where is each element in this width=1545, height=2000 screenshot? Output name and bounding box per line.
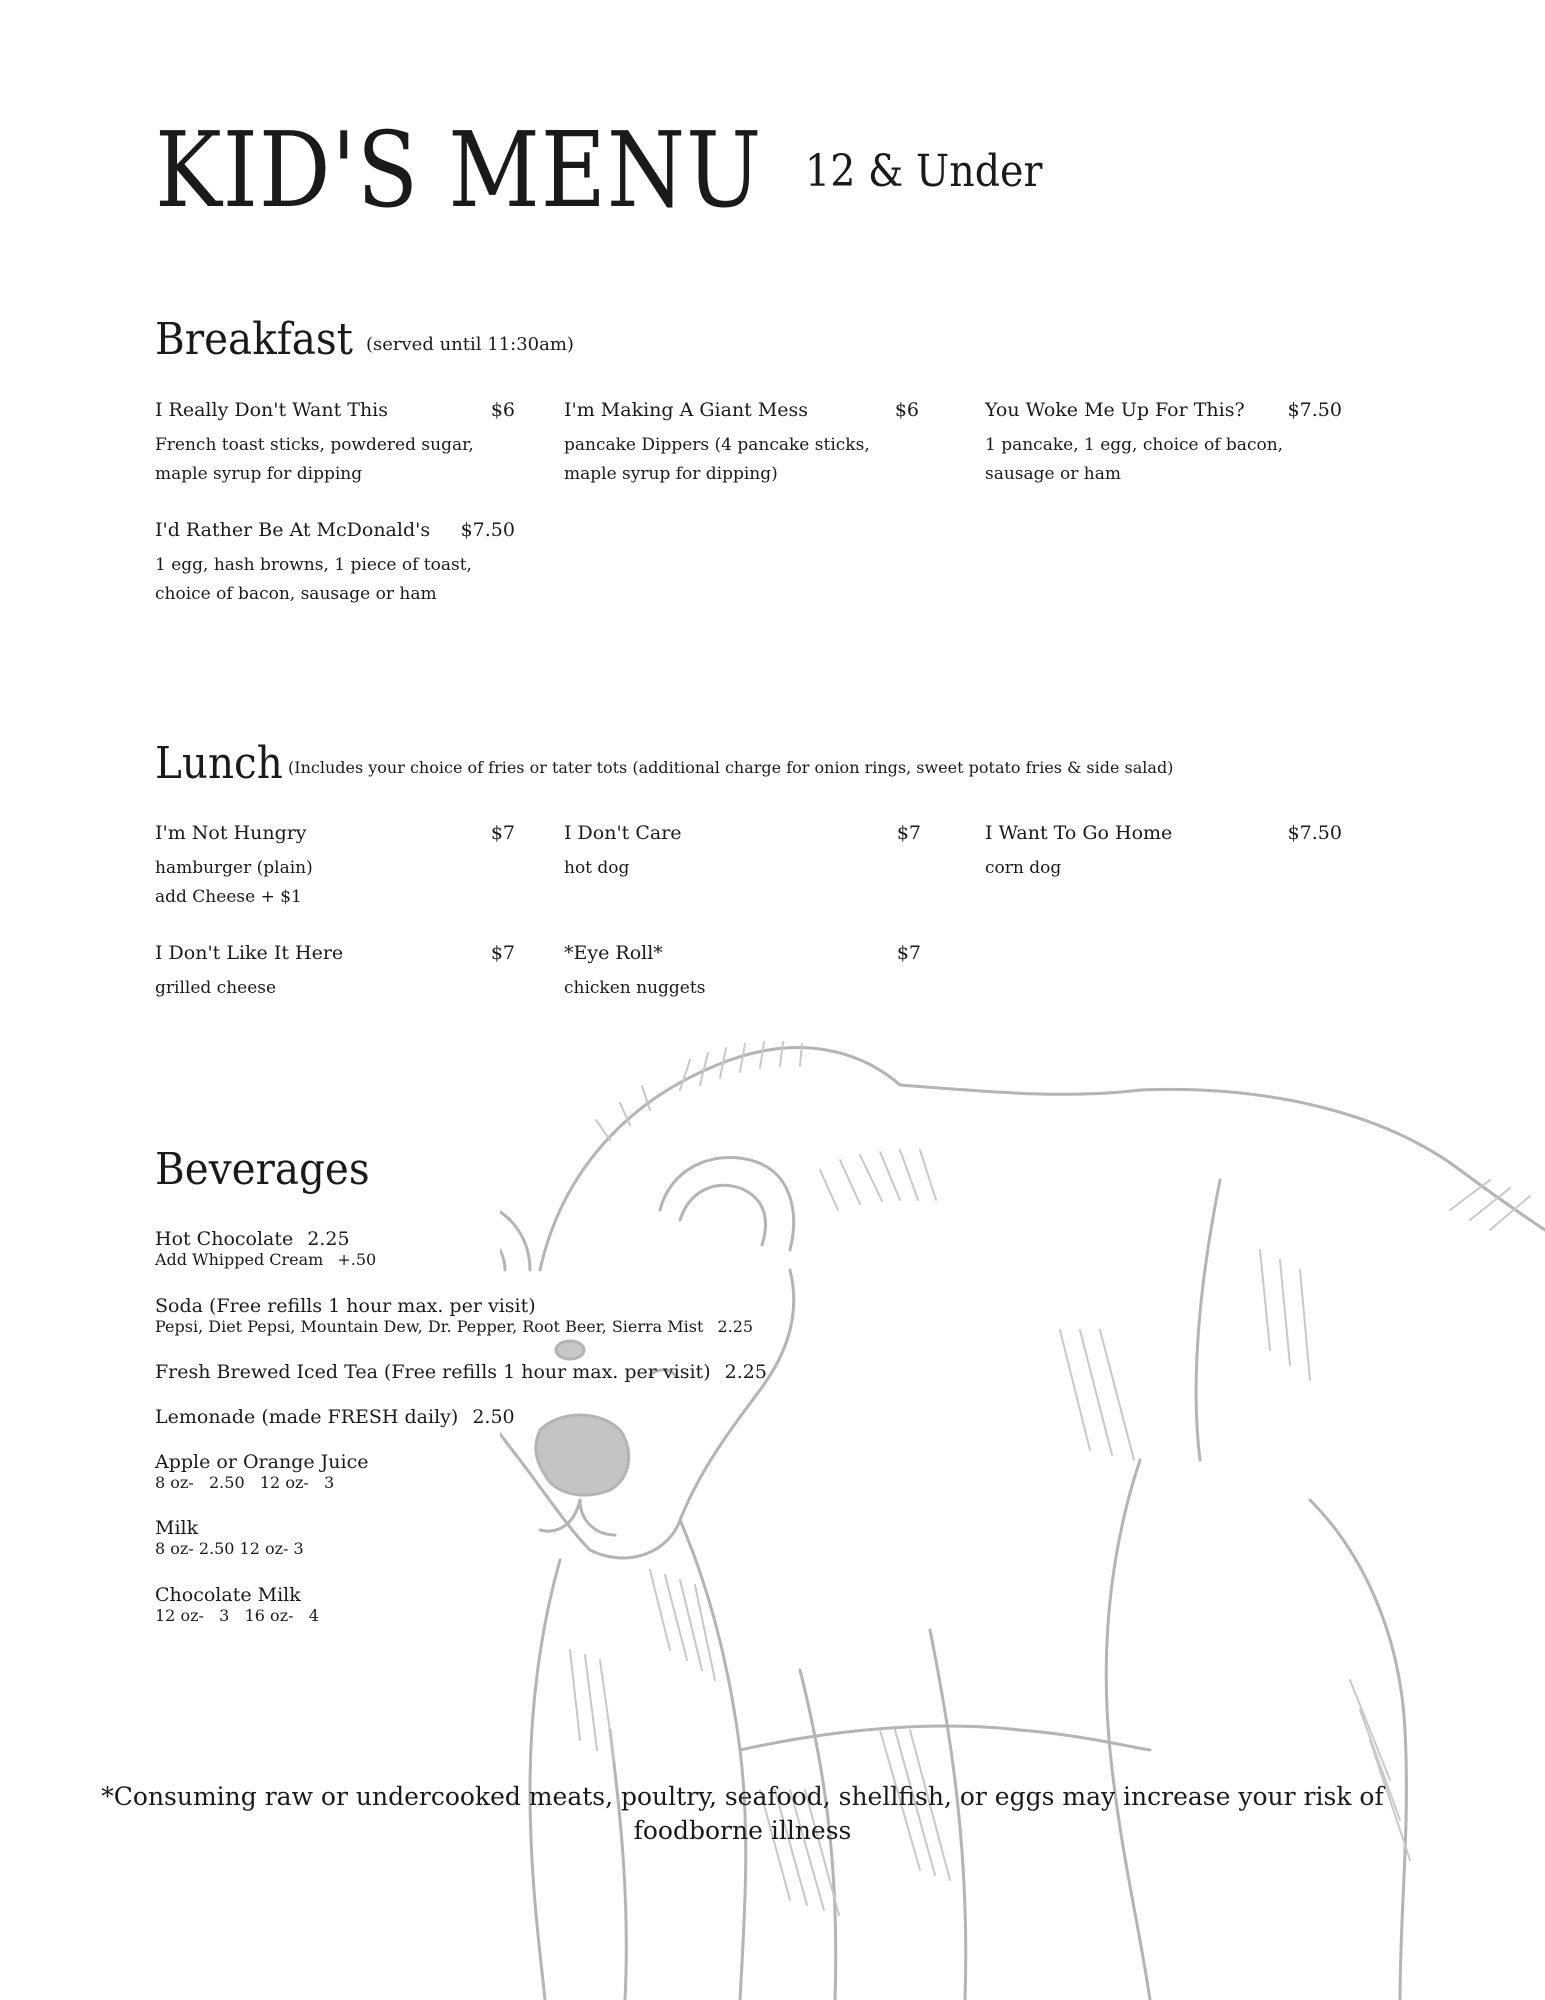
lunch-note: (Includes your choice of fries or tater tots (additional charge for onion rings, sweet potato fries & side salad) [288,758,1174,777]
beverage-option: 8 oz- 2.50 12 oz- 3 [155,1539,304,1558]
beverage-price: 2.25 [724,1361,767,1383]
item-description: corn dog [985,858,1062,878]
menu-item [155,519,515,609]
beverage-name: Fresh Brewed Iced Tea (Free refills 1 hour max. per visit) [155,1361,711,1383]
item-name: I'm Making A Giant Mess [564,399,809,421]
item-description: hamburger (plain) [155,858,313,878]
item-name: I'd Rather Be At McDonald's [155,519,431,541]
beverage-price: 2.25 [307,1228,350,1250]
item-extra: add Cheese + $1 [155,887,302,907]
beverages-title: Beverages [155,1144,370,1195]
beverage-name: Milk [155,1517,199,1539]
beverage-item [155,1406,515,1428]
item-name: I Don't Care [564,822,682,844]
item-name: You Woke Me Up For This? [985,399,1245,421]
menu-item [155,942,515,1003]
beverage-name: Chocolate Milk [155,1584,301,1606]
item-price: $6 [894,399,919,421]
item-price: $7 [896,942,921,964]
beverage-item [155,1361,767,1383]
beverage-item [155,1228,376,1270]
beverage-item [155,1517,304,1559]
page-subtitle: 12 & Under [805,146,1043,197]
beverage-name: Soda (Free refills 1 hour max. per visit) [155,1295,536,1317]
item-price: $7 [490,822,515,844]
item-price: $6 [490,399,515,421]
item-name: I Really Don't Want This [155,399,389,421]
beverage-option: Add Whipped Cream [155,1250,324,1269]
beverage-item [155,1451,368,1493]
item-name: I Want To Go Home [985,822,1173,844]
menu-item [564,822,921,883]
menu-item [985,399,1342,489]
page-title: KID'S MENU [155,109,763,231]
item-price: $7.50 [1287,399,1342,421]
beverage-item [155,1584,319,1626]
item-name: *Eye Roll* [564,942,663,964]
beverage-option: Pepsi, Diet Pepsi, Mountain Dew, Dr. Pepper, Root Beer, Sierra Mist [155,1317,704,1336]
menu-item [564,942,921,1003]
beverage-option-price: +.50 [337,1250,377,1269]
menu-item [564,399,919,489]
lunch-title: Lunch [155,738,283,789]
item-price: $7.50 [1287,822,1342,844]
breakfast-title: Breakfast [155,314,353,365]
beverage-item [155,1295,753,1337]
item-description: French toast sticks, powdered sugar, maple syrup for dipping [155,435,474,484]
menu-item [155,822,515,912]
item-description: pancake Dippers (4 pancake sticks, maple syrup for dipping) [564,435,870,484]
item-price: $7 [896,822,921,844]
item-name: I Don't Like It Here [155,942,344,964]
menu-item [155,399,515,489]
item-description: 1 pancake, 1 egg, choice of bacon, sausage or ham [985,435,1284,484]
beverage-option: 8 oz- 2.50 12 oz- 3 [155,1473,335,1492]
beverage-name: Hot Chocolate [155,1228,294,1250]
menu-item [985,822,1342,883]
item-description: hot dog [564,858,630,878]
beverage-option: 12 oz- 3 16 oz- 4 [155,1606,319,1625]
item-price: $7 [490,942,515,964]
item-description: chicken nuggets [564,978,706,998]
breakfast-note: (served until 11:30am) [366,334,574,355]
beverage-name: Lemonade (made FRESH daily) [155,1406,459,1428]
item-price: $7.50 [460,519,515,541]
beverage-price: 2.50 [472,1406,515,1428]
beverage-option-price: 2.25 [717,1317,754,1336]
item-description: 1 egg, hash browns, 1 piece of toast, choice of bacon, sausage or ham [155,555,472,604]
beverage-name: Apple or Orange Juice [155,1451,369,1473]
item-description: grilled cheese [155,978,277,998]
food-safety-disclaimer: *Consuming raw or undercooked meats, poultry, seafood, shellfish, or eggs may increase your risk of foodborne illness [101,1782,1384,1845]
item-name: I'm Not Hungry [155,822,307,844]
